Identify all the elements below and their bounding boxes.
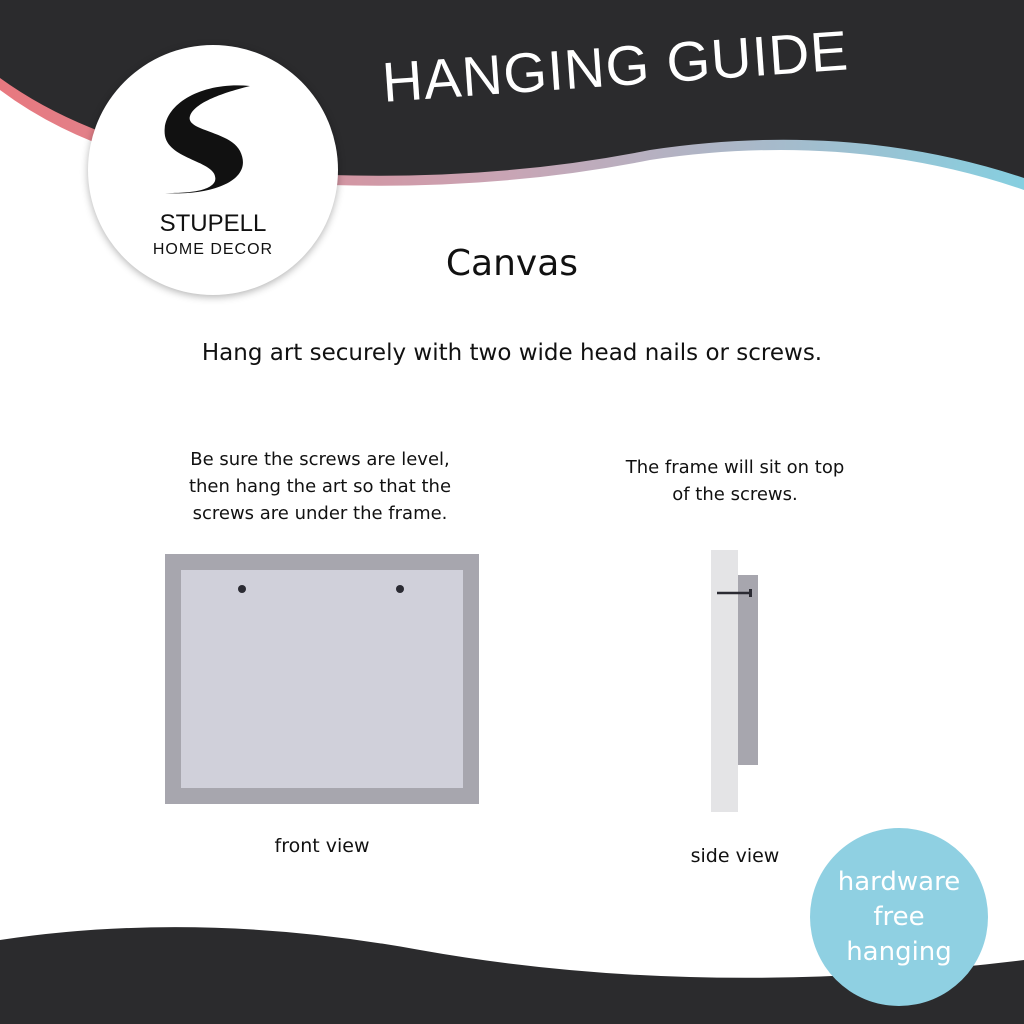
front-view-diagram [165, 554, 479, 804]
badge-line: hanging [846, 936, 952, 967]
side-note [580, 454, 890, 508]
front-note-line: Be sure the screws are level, [190, 449, 450, 470]
brand-name: STUPELL [159, 210, 267, 237]
badge-line: hardware [837, 866, 961, 897]
product-type [0, 243, 1024, 284]
page-title: HANGING GUIDE [380, 18, 851, 114]
wall [711, 550, 738, 812]
front-view-label: front view [274, 835, 370, 857]
front-note [150, 446, 490, 527]
front-note-line: screws are under the frame. [192, 503, 448, 524]
screw-icon [238, 585, 246, 593]
front-note-line: then hang the art so that the [188, 476, 452, 497]
side-view-diagram [700, 545, 770, 815]
stylized-s-logo-icon [160, 81, 270, 196]
side-view-label: side view [690, 845, 780, 867]
frame-side [738, 575, 758, 765]
brand-tagline: HOME DECOR [152, 241, 274, 258]
canvas-surface [181, 570, 463, 788]
hardware-free-badge [810, 828, 988, 1006]
side-note-line: of the screws. [672, 484, 798, 505]
screw-icon [396, 585, 404, 593]
instruction: Hang art securely with two wide head nails or screws. [201, 340, 823, 366]
badge-line: free [873, 901, 925, 932]
side-note-line: The frame will sit on top [625, 457, 845, 478]
product-type-text: Canvas [445, 243, 579, 284]
